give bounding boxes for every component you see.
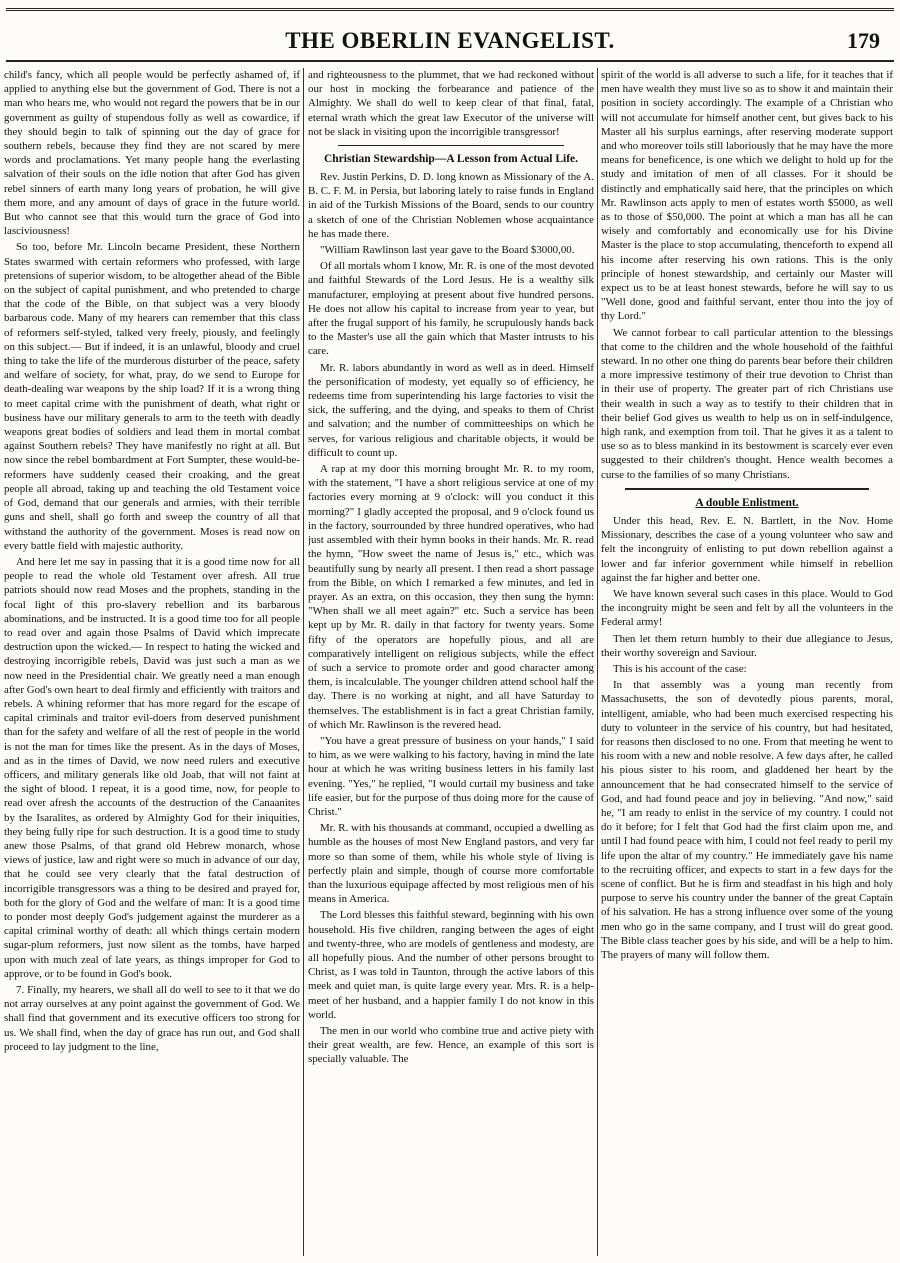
section-divider [338, 145, 564, 146]
paragraph: We have known several such cases in this place. Would to God the incongruity might be seen and felt by all the volunteers in the Federal army! [601, 587, 893, 629]
paragraph: Rev. Justin Perkins, D. D. long known as Missionary of the A. B. C. F. M. in Persia, but laboring lately to raise funds in England in aid of the Turkish Missions of the Board, sends to our country a sketch of one of the Christian Noblemen whose acquaintance he has made there. [308, 171, 594, 240]
page-header [6, 28, 894, 58]
paragraph: We cannot forbear to call particular attention to the blessings that come to the children and the whole household of the faithful steward. In no other one thing do parents bear before their children a more impressive testimony of their true devotion to Christ than in their use of property. The greater part of rich Christians use their wealth in such a way as to testify to their children that in their belief God gives us wealth to help us on in self-indulgence, high rank, and exemption from toil. That he gives it as a talent to use so as to bless mankind in its bestowment is scarcely ever even suggested to their children's thought. Hence wealth becomes a curse to the families of so many Christians. [601, 326, 893, 481]
paragraph: Mr. R. with his thousands at command, occupied a dwelling as humble as the houses of most New England pastors, and very far more so than some of them, while his whole style of living is perfectly plain and simple, though of course more comfortable than the luxurious equipage affected by most religious men of his means in America. [308, 822, 594, 906]
paragraph: Then let them return humbly to their due allegiance to Jesus, their worthy sovereign and Saviour. [601, 632, 893, 659]
paragraph: A rap at my door this morning brought Mr. R. to my room, with the statement, "I have a short religious service at one of my factories every morning at 9 o'clock: will you conduct it this morning?" I gladly accepted the proposal, and 9 o'clock found us in the factory, sourrounded by three hundred operatives, who had just assembled with their hymn books in their hands. Mr. R. read the hymn, "How sweet the name of Jesus is," etc., which was beautifully sung by nearly all present. I then read a short passage from the Bible, on which I remarked a few minutes, and led in prayer. As an extra, on this occasion, they then sung the hymn: "When shall we all meet again?" etc. Such a service has been kept up by Mr. R. daily in that factory for twenty years. Some fifty of the operators are hopefully pious, and all are comparatively intelligent on religious subjects, while the effect of such a service to promote order and good character among them, is incalculable. The younger children attend school half the day. There is no working at night, and all have Saturday to themselves. The establishment is in fact a great Christian family, of which Mr. Rawlinson is the revered head. [308, 463, 594, 731]
article-heading-enlistment: A double Enlistment. [695, 496, 799, 509]
paragraph: So too, before Mr. Lincoln became President, these Northern States swarmed with certain reformers who professed, with large pretensions of superior wisdom, to be altogether ahead of the Bible on the subject of capital punishment, and who pretended to charge that the code of the Bible, on that subject was a very bloody barbarous code. Many of my hearers can remember that this class of reformers self-styled, talked very freely, piously, and feelingly on this subject.— But if indeed, it is an unlawful, bloody and cruel thing to take the life of the murderous disturber of the peace, safety and welfare of society, for what, pray, do we send to Europe for death-dealing war weapons by the ship load? If it is a wrong thing to meet capital crime with the punishment of death, what right or business have our military generals to arm to the teeth with deadly weapons great bodies of soldiers and lead them in mortal combat against Southern rebels? They have manifestly no right at all. But now since the rebel bombardment at Fort Sumpter, these would-be-reformers have suddenly ceased their croaking, and the great people all abroad, taking up and teaching the old Testament voice of God, demand that our generals and armies, with their terrible guns and shell, shall go forth and sweep the country of all that withstand the authority of the government. Moses is read now on every battle field with majestic authority. [4, 241, 300, 552]
paragraph: spirit of the world is all adverse to such a life, for it teaches that if men have wealth they must live so as to show it and maintain their position in society accordingly. The example of a Christian who will not accumulate for himself another cent, but gives back to his Master all his surplus earnings, after reserving moderate support and who moreover toils still laboriously that he may have the more means for beneficence, is one which we delight to hold up for the study and imitation of men of all classes. For it should be distinctly and emphatically said here, that the principles on which Mr. Rawlinson acts apply to men of estates worth $5000, as well as to those of $50,000. The point at which a man has all he can wisely and comfortably and economically use for his Divine Master is the place to stop accumulating, thenceforth to expend all his income after reserving his own rations. This is the only principle of honest stewardship, and certainly our Master will expect us to be at least honest stewards, before he will say to us "Well done, good and faithful servant, enter thou into the joy of thy Lord." [601, 69, 893, 323]
section-divider [625, 488, 869, 490]
column-3 [601, 68, 893, 1258]
paragraph: The Lord blesses this faithful steward, beginning with his own household. His five children, ranging between the ages of eight and twenty-three, who are models of gentleness and modesty, are all hopefully pious. And the number of other persons brought to Christ, as I was told in Taunton, through the active labors of this meek and quiet man, is quite large every year. Mrs. R. is a help-meet of her husband, and a happier family I do not know in this world. [308, 909, 594, 1021]
paragraph: "You have a great pressure of business on your hands," I said to him, as we were walking to his factory, having in mind the late hour at which he was writing business letters in his family last evening. "Yes," he replied, "I would curtail my business and take life easier, but for the purpose of thus doing more for the cause of Christ." [308, 734, 594, 818]
article-heading-stewardship: Christian Stewardship—A Lesson from Actual Life. [323, 153, 579, 166]
paragraph: This is his account of the case: [613, 662, 747, 675]
paragraph: In that assembly was a young man recently from Massachusetts, the son of devotedly pious parents, moral, intelligent, amiable, who had been much exercised respecting his duty to volunteer in the service of his country, but had hesitated, for reasons then disclosed to no one. From that meeting he went to his room with a new and noble resolve. A few days after, he called his pious sister to his room, and gladdened her heart by the announcement that he had consecrated himself to the service of God, and had found peace and joy in believing. "And now," said he, "I am ready to enlist in the service of my country. I could not do it before; for I felt that God had the first claim upon me, and until I had found peace with him, I could not feel ready to peril my life upon the altar of my country." He immediately gave his name to the recruiting officer, and expects to start in a few days for the scene of conflict. But he is firm and steadfast in his high and holy purpose to serve his country under the banner of the great Captain of his salvation. He has a strong influence over some of the young men who go in the same company, and I trust will do great good. The Bible class teacher goes by his side, and will be a help to him. The prayers of many will follow them. [601, 679, 893, 961]
paragraph: 7. Finally, my hearers, we shall all do well to see to it that we do not array ourselves at any point against the government of God. We shall find that government and its executive officers too strong for us. We shall find, when the day of grace has run out, and God shall proceed to lay judgment to the line, [4, 984, 300, 1053]
paragraph: The men in our world who combine true and active piety with their great wealth, are few. Hence, an example of this sort is specially valuable. The [308, 1025, 594, 1066]
paragraph: child's fancy, which all people would be perfectly ashamed of, if applied to anything else but the government of God. There is not a man who hears me, who would not regard the powers that be in our government as guilty of stupendous folly as well as cowardice, if they should begin to talk of spinning out the day of grace for southern rebels, because they find they are not scared by mere words and proclamations. Yet many people hang the everlasting salvation of their souls on the idle notion that after God has given rebel sinners of earth many long years of probation, he will give them more, and any amount of days of grace in the future world. But who cannot see that this would turn the grace of God into lasciviousness! [4, 69, 300, 238]
top-rule [6, 8, 894, 11]
header-rule [6, 60, 894, 62]
masthead-title: THE OBERLIN EVANGELIST. [285, 28, 615, 53]
column-divider [303, 68, 304, 1256]
column-2 [308, 68, 594, 1258]
paragraph: And here let me say in passing that it is a good time now for all people to read the whole old Testament over afresh. All true patriots should now read Moses and the prophets, standing in the focal light of this pro-slavery rebellion and its barbarous abominations, and be instructed. It is a good time too for all people to read over and again those Psalms of David which imprecate destruction upon the wicked.— In respect to hating the wicked and destroying incorrigible rebels, David was just such a man as we now need in the Presidential chair. We greatly need a man enough after God's own heart to deal firmly and efficiently with traitors and rebels. A whining reformer that has more regard for the escape of capital criminals and traitor evil-doers from deserved punishment than for the safety and welfare of all the rest of people in the world is not the man for times like the present. As in the days of Moses, and as in the times of David, we now need rulers and executive officers, and military generals like old Joab, that will not faint at the sight of blood. I repeat, it is a good time, now, for people to read over afresh the accounts of the destruction of the Canaanites by the Isaralites, as ordered by Almighty God for their iniquities, they being fully ripe for such destruction. It is a good time to study anew those Psalms, of that grand old Hebrew monarch, whose views of justice, law and right were so much in advance of our day, that he could see very clearly that the fatal destruction of incorrigible transgressors was a thing to be desired and prayed for, both for the glory of God and the welfare of man: It is a good time to ponder most deeply God's judgement against the murderer as a capital criminal worthy of death: all which things certain modern sugar-plum reformers, just now silent as the tombs, have harped upon with much zeal of late years, as things improper for God to approve, or to be found in God's book. [4, 555, 300, 980]
paragraph: Under this head, Rev. E. N. Bartlett, in the Nov. Home Missionary, describes the case of a young volunteer who saw and felt the incongruity of enlisting to put down rebellion against a lower and far inferior government while himself in rebellion against the far higher and better one. [601, 514, 893, 584]
column-divider [597, 68, 598, 1256]
page-number: 179 [847, 28, 880, 53]
paragraph: and righteousness to the plummet, that we had reckoned without our host in mocking the forbearance and patience of the Almighty. We shall do well to keep clear of that final, fatal, eternal wrath which the great law Executor of the universe will not be slack in visiting upon the incorrigible transgressor! [308, 69, 594, 138]
paragraph: "William Rawlinson last year gave to the Board $3000,00. [320, 244, 575, 257]
paragraph: Mr. R. labors abundantly in word as well as in deed. Himself the personification of modesty, yet equally so of efficiency, he redeems time from superintending his large factories to visit the sick, the suffering, and the dying, and speaks to them of Christ and salvation; and the number of committeeships on which he serves, for various religious and charitable objects, it would be difficult to count up. [308, 361, 594, 459]
column-1 [4, 68, 300, 1258]
paragraph: Of all mortals whom I know, Mr. R. is one of the most devoted and faithful Stewards of the Lord Jesus. He is a wealthy silk manufacturer, employing at present about five hundred persons. He does not allow his capital to increase from year to year, but after the frugal support of his family, he scrupulously hands back to the Master's use all the gain which that Master intrusts to his care. [308, 260, 594, 358]
